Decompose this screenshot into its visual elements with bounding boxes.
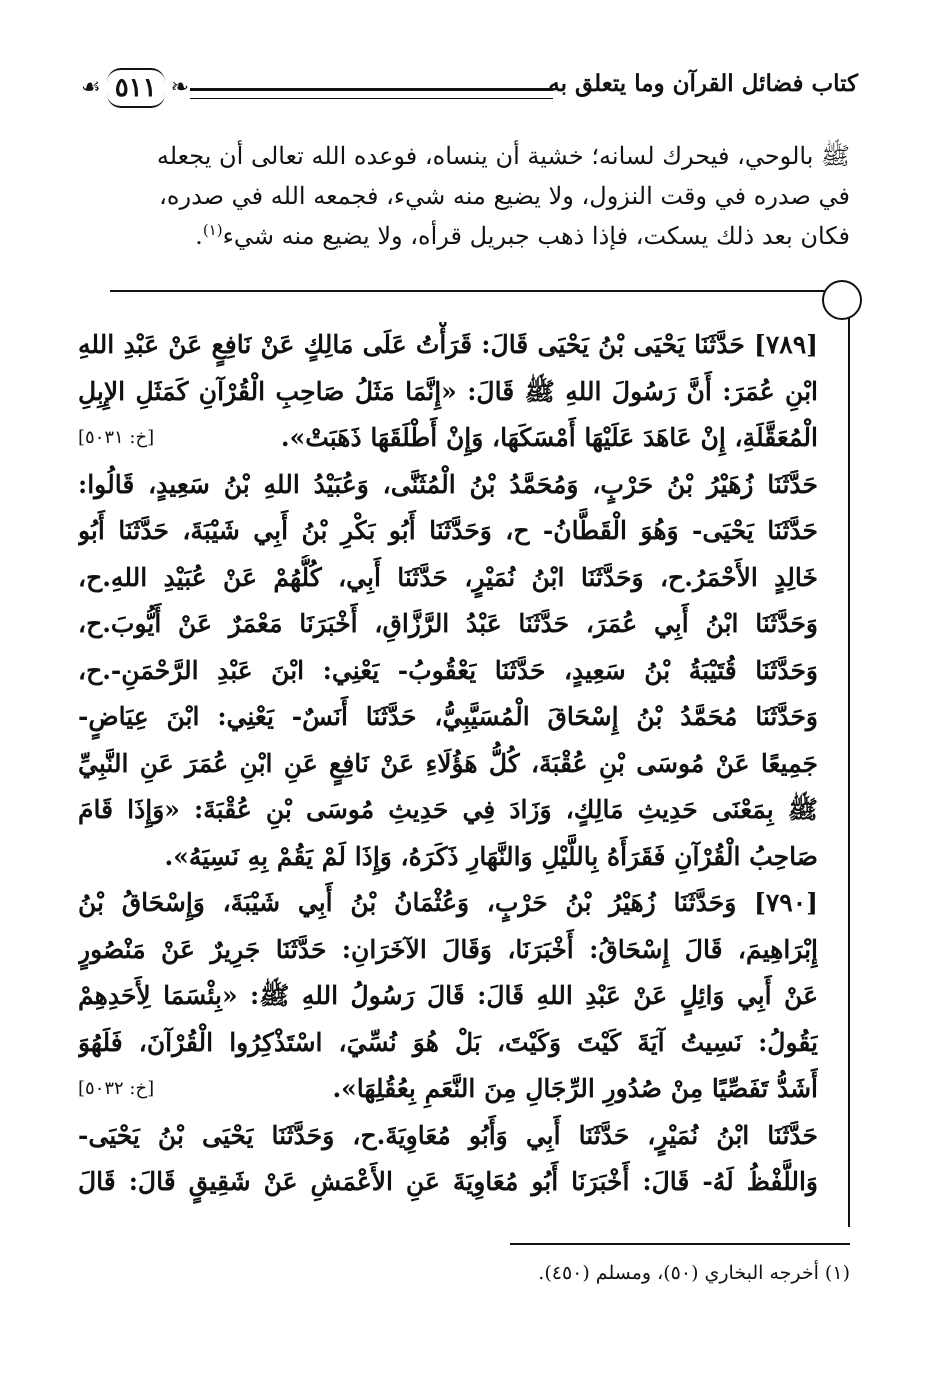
page-header: [80, 60, 858, 122]
hadith-line: [78, 1066, 818, 1113]
header-rule: [190, 88, 553, 99]
hadith-line: [٧٨٩] حَدَّثَنَا يَحْيَى بْنُ يَحْيَى قَالَ: قَرَأْتُ عَلَى مَالِكٍ عَنْ نَافِعٍ عَنْ عَبْدِ اللهِ: [78, 330, 818, 359]
hadith-line: صَاحِبُ الْقُرْآنِ فَقَرَأَهُ بِاللَّيْلِ وَالنَّهَارِ ذَكَرَهُ، وَإِذَا لَمْ يَقُمْ بِهِ نَسِيَهُ».: [164, 841, 818, 871]
footnote: (١) أخرجه البخاري (٥٠)، ومسلم (٤٥٠).: [538, 1262, 850, 1284]
footnote-rule: [510, 1243, 850, 1245]
hadith-line: يَقُولُ: نَسِيتُ آيَةَ كَيْتَ وَكَيْتَ، بَلْ هُوَ نُسِّيَ، اسْتَذْكِرُوا الْقُرْآنَ، فَلَهُوَ: [78, 1027, 818, 1057]
frame-top-line: [110, 290, 832, 292]
hadith-line: خَالِدٍ الأَحْمَرُ.ح، وَحَدَّثَنَا ابْنُ نُمَيْرٍ، حَدَّثَنَا أَبِي، كُلُّهُمْ عَنْ عُبَيْدِ اللهِ.ح،: [78, 562, 818, 592]
commentary-line: ﷺ بالوحي، فيحرك لسانه؛ خشية أن ينساه، فوعده الله تعالى أن يجعله: [156, 142, 850, 170]
commentary-line: في صدره في وقت النزول، ولا يضيع منه شيء، فجمعه الله في صدره،: [159, 182, 850, 210]
page-number-frame: [80, 64, 190, 112]
hadith-line: وَحَدَّثَنَا ابْنُ أَبِي عُمَرَ، حَدَّثَنَا عَبْدُ الرَّزَّاقِ، أَخْبَرَنَا مَعْمَرٌ عَنْ أَيُّوبَ.ح،: [78, 609, 818, 638]
ornament-right-icon: ☙: [80, 75, 101, 100]
hadith-line: ابْنِ عُمَرَ: أَنَّ رَسُولَ اللهِ ﷺ قَالَ: «إِنَّمَا مَثَلُ صَاحِبِ الْقُرْآنِ كَمَثَلِ الإِبِلِ: [78, 376, 818, 406]
running-title: كتاب فضائل القرآن وما يتعلق به: [548, 70, 858, 97]
hadith-line: ﷺ بِمَعْنَى حَدِيثِ مَالِكٍ، وَزَادَ فِي حَدِيثِ مُوسَى بْنِ عُقْبَةَ: «وَإِذَا قَامَ: [78, 795, 818, 824]
commentary-paragraph: [78, 136, 850, 256]
commentary-line-text: فكان بعد ذلك يسكت، فإذا ذهب جبريل قرأه، ولا يضيع منه شيء: [222, 222, 850, 250]
frame-corner-ornament-icon: [822, 280, 862, 320]
hadith-line: وَاللَّفْظُ لَهُ- قَالَ: أَخْبَرَنَا أَبُو مُعَاوِيَةَ عَنِ الأَعْمَشِ عَنْ شَقِيقٍ قَالَ: قَالَ: [78, 1167, 818, 1196]
hadith-line: حَدَّثَنَا ابْنُ نُمَيْرٍ، حَدَّثَنَا أَبِي وَأَبُو مُعَاوِيَةَ.ح، وَحَدَّثَنَا يَحْيَى بْنُ يَحْيَى-: [78, 1120, 818, 1150]
ornament-left-icon: ❧: [170, 75, 190, 100]
hadith-line: وَحَدَّثَنَا مُحَمَّدُ بْنُ إِسْحَاقَ الْمُسَيَّبِيُّ، حَدَّثَنَا أَنَسٌ- يَعْنِي: ابْنَ عِيَاضٍ-: [78, 702, 818, 731]
cross-reference: [خ: ٥٠٣٢]: [78, 1078, 155, 1099]
hadith-line: وَحَدَّثَنَا قُتَيْبَةُ بْنُ سَعِيدٍ، حَدَّثَنَا يَعْقُوبُ- يَعْنِي: ابْنَ عَبْدِ الرَّحْمَنِ-.ح،: [78, 655, 818, 685]
hadith-line: حَدَّثَنَا يَحْيَى- وَهُوَ الْقَطَّانُ- ح، وَحَدَّثَنَا أَبُو بَكْرِ بْنُ أَبِي شَيْبَةَ، حَدَّثَنَا أَبُو: [78, 516, 818, 545]
commentary-line: [78, 216, 850, 256]
hadith-line: حَدَّثَنَا زُهَيْرُ بْنُ حَرْبٍ، وَمُحَمَّدُ بْنُ الْمُثَنَّى، وَعُبَيْدُ اللهِ بْنُ سَعِيدٍ، قَالُوا:: [78, 469, 818, 499]
page-number: ٥١١: [107, 68, 165, 108]
hadith-line: [78, 415, 818, 462]
commentary-end: .: [195, 222, 203, 250]
hadith-line-text: أَشَدُّ تَفَصِّيًا مِنْ صُدُورِ الرِّجَالِ مِنَ النَّعَمِ بِعُقُلِهَا».: [332, 1074, 818, 1103]
hadith-line: جَمِيعًا عَنْ مُوسَى بْنِ عُقْبَةَ، كُلُّ هَؤُلَاءِ عَنْ نَافِعٍ عَنِ ابْنِ عُمَرَ عَنِ النَّبِيِّ: [78, 748, 818, 778]
footnote-marker: (١): [202, 221, 223, 239]
frame-side-line: [848, 312, 850, 1227]
hadith-line: عَنْ أَبِي وَائِلٍ عَنْ عَبْدِ اللهِ قَالَ: قَالَ رَسُولُ اللهِ ﷺ: «بِئْسَمَا لِأَحَدِهِمْ: [78, 981, 818, 1010]
hadith-line-text: الْمُعَقَّلَةِ، إِنْ عَاهَدَ عَلَيْهَا أَمْسَكَهَا، وَإِنْ أَطْلَقَهَا ذَهَبَتْ».: [280, 423, 818, 452]
hadith-line: إِبْرَاهِيمَ، قَالَ إِسْحَاقُ: أَخْبَرَنَا، وَقَالَ الآخَرَانِ: حَدَّثَنَا جَرِيرٌ عَنْ مَنْصُورٍ: [78, 934, 818, 964]
cross-reference: [خ: ٥٠٣١]: [78, 427, 155, 448]
hadith-text: [78, 322, 818, 1206]
hadith-line: [٧٩٠] وَحَدَّثَنَا زُهَيْرُ بْنُ حَرْبٍ، وَعُثْمَانُ بْنُ أَبِي شَيْبَةَ، وَإِسْحَاقُ بْنُ: [78, 888, 818, 917]
